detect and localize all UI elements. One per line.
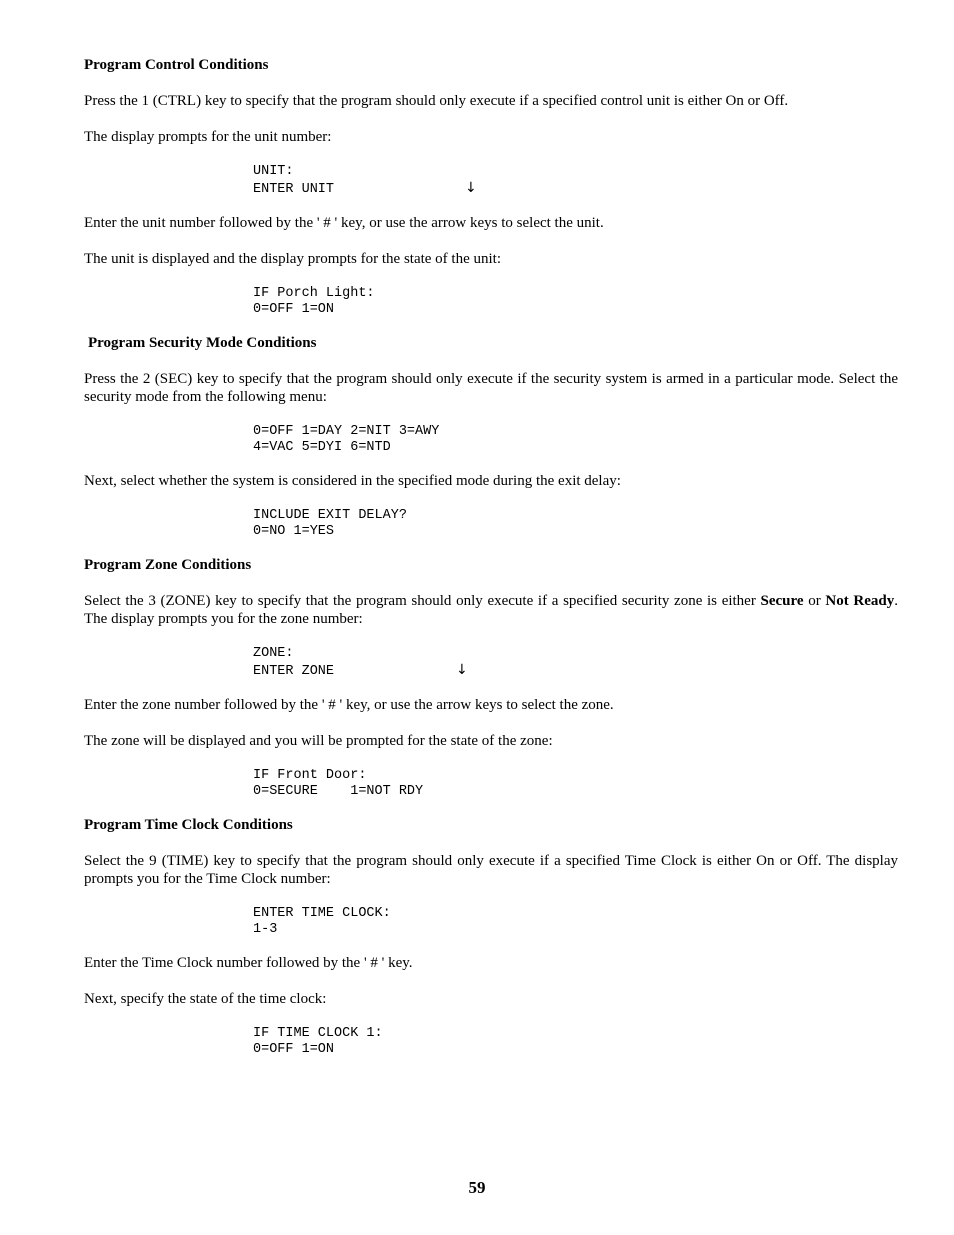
heading-zone-conditions: Program Zone Conditions xyxy=(84,557,252,573)
lcd-line: 0=NO 1=YES xyxy=(253,524,335,539)
lcd-security-menu xyxy=(84,424,898,456)
heading-time-clock-conditions: Program Time Clock Conditions xyxy=(84,817,293,833)
zone-enter-paragraph: Enter the zone number followed by the ' # ' key, or use the arrow keys to select the zone. xyxy=(84,697,614,713)
lcd-line: INCLUDE EXIT DELAY? xyxy=(253,508,407,523)
lcd-line: 0=SECURE 1=NOT RDY xyxy=(253,784,424,799)
lcd-line: IF Porch Light: xyxy=(253,286,375,301)
lcd-line: UNIT: xyxy=(253,164,294,179)
zone-state-paragraph: The zone will be displayed and you will be prompted for the state of the zone: xyxy=(84,733,553,749)
lcd-line-text: ENTER UNIT xyxy=(253,182,335,197)
document-page xyxy=(84,56,898,1058)
lcd-line: IF Front Door: xyxy=(253,768,367,783)
zone-intro-paragraph xyxy=(84,592,898,628)
time-intro-paragraph: Select the 9 (TIME) key to specify that the program should only execute if a specified Time Clock is either On or Off. The display prompts you for the Time Clock number: xyxy=(84,853,898,887)
control-intro-paragraph: Press the 1 (CTRL) key to specify that the program should only execute if a specified control unit is either On or Off. xyxy=(84,93,789,109)
zone-intro-text: Select the 3 (ZONE) key to specify that the program should only execute if a specified security zone is either xyxy=(84,593,761,609)
lcd-line: IF TIME CLOCK 1: xyxy=(253,1026,383,1041)
lcd-unit-prompt xyxy=(84,164,898,198)
lcd-line: 4=VAC 5=DYI 6=NTD xyxy=(253,440,391,455)
security-intro-paragraph: Press the 2 (SEC) key to specify that the program should only execute if the security system is armed in a particular mode. Select the security mode from the following menu: xyxy=(84,371,898,405)
heading-security-mode-conditions: Program Security Mode Conditions xyxy=(88,335,317,351)
lcd-line xyxy=(253,662,898,680)
lcd-line: ENTER TIME CLOCK: xyxy=(253,906,391,921)
lcd-line: 0=OFF 1=ON xyxy=(253,302,335,317)
not-ready-term: Not Ready xyxy=(825,593,895,609)
lcd-line-text: ENTER ZONE xyxy=(253,664,335,679)
control-enter-unit-paragraph: Enter the unit number followed by the ' # ' key, or use the arrow keys to select the unit. xyxy=(84,215,604,231)
time-enter-paragraph: Enter the Time Clock number followed by the ' # ' key. xyxy=(84,955,413,971)
zone-intro-or: or xyxy=(803,593,826,609)
zone-intro-tail: . The display prompts you for the zone number: xyxy=(84,593,898,627)
down-arrow-icon: ↓ xyxy=(456,662,468,678)
lcd-time-clock-prompt xyxy=(84,906,898,938)
lcd-zone-prompt xyxy=(84,646,898,680)
heading-control-conditions: Program Control Conditions xyxy=(84,57,269,73)
secure-term: Secure xyxy=(760,593,804,609)
lcd-time-clock-state xyxy=(84,1026,898,1058)
lcd-line xyxy=(253,180,898,198)
lcd-exit-delay xyxy=(84,508,898,540)
security-exit-delay-paragraph: Next, select whether the system is considered in the specified mode during the exit delay: xyxy=(84,473,621,489)
lcd-line: ZONE: xyxy=(253,646,294,661)
time-state-paragraph: Next, specify the state of the time clock: xyxy=(84,991,327,1007)
down-arrow-icon: ↓ xyxy=(465,180,477,196)
lcd-line: 1-3 xyxy=(253,922,278,937)
control-prompt-paragraph: The display prompts for the unit number: xyxy=(84,129,332,145)
lcd-line: 0=OFF 1=ON xyxy=(253,1042,335,1057)
lcd-line: 0=OFF 1=DAY 2=NIT 3=AWY xyxy=(253,424,440,439)
lcd-zone-state xyxy=(84,768,898,800)
page-number: 59 xyxy=(468,1178,486,1197)
lcd-unit-state xyxy=(84,286,898,318)
control-state-paragraph: The unit is displayed and the display prompts for the state of the unit: xyxy=(84,251,502,267)
